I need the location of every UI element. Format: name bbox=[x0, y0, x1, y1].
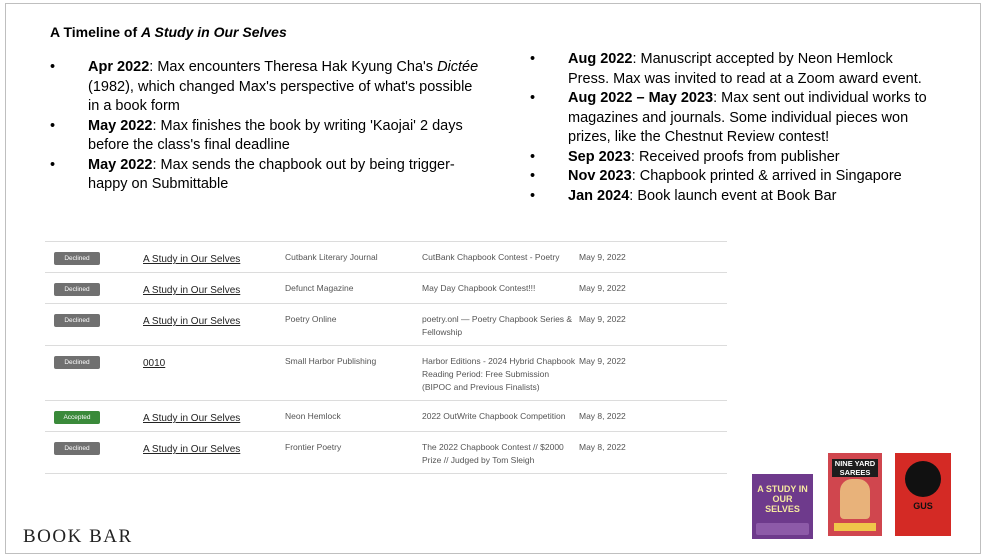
timeline-left-column bbox=[50, 58, 480, 195]
timeline-text: : Max sent out individual works to magazines and journals. Some individual pieces won prizes, like the Chestnut Review contest! bbox=[568, 90, 927, 145]
submission-link[interactable]: 0010 bbox=[143, 358, 166, 369]
status-badge: Declined bbox=[54, 314, 100, 327]
bullet-icon: • bbox=[530, 187, 536, 204]
bullet-icon: • bbox=[50, 117, 56, 134]
timeline-date: Jan 2024 bbox=[568, 187, 630, 204]
bullet-icon: • bbox=[530, 168, 536, 184]
timeline-text-after: (1982), which changed Max's perspective of what's possible in a book form bbox=[88, 78, 473, 114]
cover-decoration bbox=[834, 523, 876, 531]
contest-cell: Harbor Editions - 2024 Hybrid Chapbook Reading Period: Free Submission (BIPOC and Previous Finalists) bbox=[422, 346, 579, 401]
publication-cell: Frontier Poetry bbox=[285, 432, 422, 474]
book-cover-gus bbox=[895, 453, 951, 536]
bullet-icon: • bbox=[530, 148, 536, 165]
timeline-item bbox=[530, 187, 930, 207]
contest-cell: poetry.onl — Poetry Chapbook Series & Fellowship bbox=[422, 304, 579, 346]
timeline-text: : Chapbook printed & arrived in Singapore bbox=[631, 168, 902, 184]
timeline-date: Apr 2022 bbox=[88, 59, 150, 75]
timeline-date: Sep 2023 bbox=[568, 148, 631, 165]
status-badge: Declined bbox=[54, 442, 100, 455]
timeline-item bbox=[50, 156, 480, 195]
title-book: A Study in Our Selves bbox=[141, 24, 287, 40]
submissions-table bbox=[45, 241, 727, 474]
cover-title: A STUDY IN OUR SELVES bbox=[757, 484, 808, 514]
timeline-date: May 2022 bbox=[88, 156, 153, 173]
table-row bbox=[45, 346, 727, 401]
title-prefix: A Timeline of bbox=[50, 24, 142, 40]
timeline-item bbox=[530, 167, 930, 187]
date-cell: May 9, 2022 bbox=[579, 273, 727, 304]
publication-cell: Cutbank Literary Journal bbox=[285, 242, 422, 273]
submission-link[interactable]: A Study in Our Selves bbox=[143, 254, 241, 265]
submission-link[interactable]: A Study in Our Selves bbox=[143, 413, 241, 424]
status-badge: Declined bbox=[54, 356, 100, 369]
table-row bbox=[45, 432, 727, 474]
contest-cell: The 2022 Chapbook Contest // $2000 Prize // Judged by Tom Sleigh bbox=[422, 432, 579, 474]
contest-cell: CutBank Chapbook Contest - Poetry bbox=[422, 242, 579, 273]
timeline-text: : Manuscript accepted by Neon Hemlock Press. Max was invited to read at a Zoom award event. bbox=[568, 51, 922, 87]
publication-cell: Neon Hemlock bbox=[285, 401, 422, 432]
submission-link[interactable]: A Study in Our Selves bbox=[143, 285, 241, 296]
date-cell: May 9, 2022 bbox=[579, 346, 727, 401]
timeline-date: Nov 2023 bbox=[568, 168, 632, 184]
submission-link[interactable]: A Study in Our Selves bbox=[143, 444, 241, 455]
publication-cell: Poetry Online bbox=[285, 304, 422, 346]
date-cell: May 8, 2022 bbox=[579, 432, 727, 474]
timeline-date: Aug 2022 – May 2023 bbox=[568, 90, 714, 106]
timeline-text: : Received proofs from publisher bbox=[630, 148, 840, 165]
cover-portrait bbox=[840, 479, 870, 519]
cover-decoration bbox=[756, 523, 809, 535]
timeline-date: Aug 2022 bbox=[568, 51, 633, 67]
book-cover-study bbox=[752, 474, 813, 539]
timeline-item bbox=[50, 58, 480, 117]
date-cell: May 9, 2022 bbox=[579, 304, 727, 346]
timeline-text: : Max encounters Theresa Hak Kyung Cha's bbox=[149, 59, 438, 75]
timeline-item bbox=[50, 117, 480, 156]
table-row bbox=[45, 304, 727, 346]
publication-cell: Small Harbor Publishing bbox=[285, 346, 422, 401]
timeline-text: : Max finishes the book by writing 'Kaojai' 2 days before the class's final deadline bbox=[88, 117, 463, 153]
publication-cell: Defunct Magazine bbox=[285, 273, 422, 304]
status-badge: Declined bbox=[54, 283, 100, 296]
cover-title: GUS bbox=[913, 501, 933, 511]
status-badge: Accepted bbox=[54, 411, 100, 424]
timeline-right-column bbox=[530, 50, 930, 206]
slide-title bbox=[50, 24, 287, 40]
status-badge: Declined bbox=[54, 252, 100, 265]
table-row bbox=[45, 273, 727, 304]
date-cell: May 9, 2022 bbox=[579, 242, 727, 273]
timeline-date: May 2022 bbox=[88, 117, 153, 134]
contest-cell: 2022 OutWrite Chapbook Competition bbox=[422, 401, 579, 432]
cover-title: NINE YARD SAREES bbox=[832, 459, 878, 477]
date-cell: May 8, 2022 bbox=[579, 401, 727, 432]
bullet-icon: • bbox=[530, 90, 536, 106]
timeline-item bbox=[530, 50, 930, 89]
book-cover-sarees bbox=[828, 453, 882, 536]
bullet-icon: • bbox=[530, 51, 536, 67]
timeline-item bbox=[530, 148, 930, 168]
table-row bbox=[45, 401, 727, 432]
timeline-italic: Dictée bbox=[437, 59, 479, 75]
submission-link[interactable]: A Study in Our Selves bbox=[143, 316, 241, 327]
contest-cell: May Day Chapbook Contest!!! bbox=[422, 273, 579, 304]
timeline-item bbox=[530, 89, 930, 148]
bullet-icon: • bbox=[50, 59, 56, 75]
bullet-icon: • bbox=[50, 156, 56, 173]
table-row bbox=[45, 242, 727, 273]
book-bar-logo: BOOK BAR bbox=[23, 526, 133, 547]
monkey-illustration bbox=[905, 461, 941, 497]
timeline-text: : Book launch event at Book Bar bbox=[629, 187, 837, 204]
timeline-text: : Max sends the chapbook out by being trigger-happy on Submittable bbox=[88, 156, 455, 192]
